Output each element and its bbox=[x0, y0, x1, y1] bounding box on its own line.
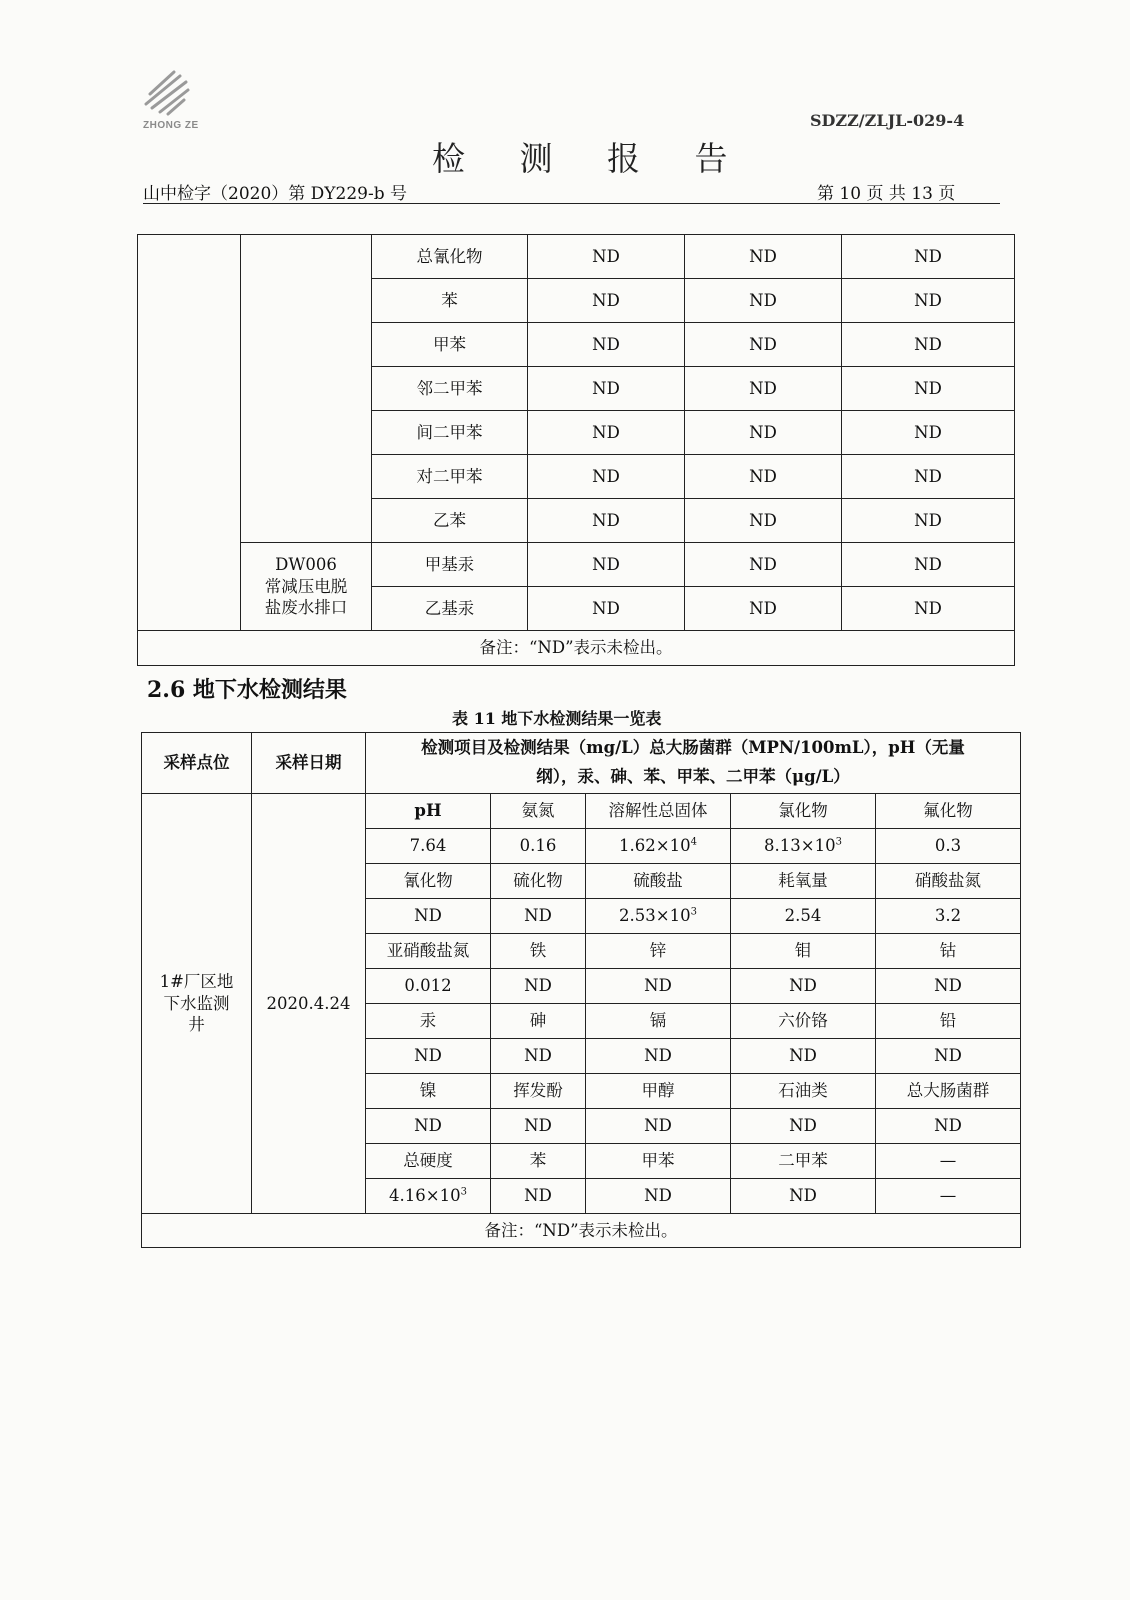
item-name-cell: pH bbox=[366, 794, 491, 829]
value-cell bbox=[876, 969, 1021, 1004]
value-exponent: 3 bbox=[460, 1186, 467, 1198]
value-cell: ND bbox=[685, 279, 842, 323]
value-cell: ND bbox=[685, 411, 842, 455]
value-text: ND bbox=[524, 1046, 552, 1066]
value-cell: ND bbox=[685, 587, 842, 631]
item-name-cell: 耗氧量 bbox=[731, 864, 876, 899]
value-cell bbox=[731, 1039, 876, 1074]
value-cell: ND bbox=[685, 235, 842, 279]
value-cell bbox=[586, 1109, 731, 1144]
value-text: — bbox=[939, 1186, 957, 1206]
header-results-line-1: 检测项目及检测结果（mg/L）总大肠菌群（MPN/100mL），pH（无量 bbox=[421, 738, 965, 758]
item-name-cell: 甲苯 bbox=[586, 1144, 731, 1179]
header-results bbox=[366, 733, 1021, 794]
value-cell bbox=[366, 1109, 491, 1144]
item-name-cell: 乙苯 bbox=[372, 499, 528, 543]
value-cell bbox=[366, 829, 491, 864]
value-text: 0.16 bbox=[519, 836, 557, 856]
sampling-date-cell: 2020.4.24 bbox=[252, 794, 366, 1214]
value-exponent: 3 bbox=[835, 836, 842, 848]
value-text: 4.16×10 bbox=[389, 1186, 461, 1206]
value-cell: ND bbox=[528, 499, 685, 543]
page-title: 检 测 报 告 bbox=[432, 139, 750, 178]
value-cell bbox=[586, 1179, 731, 1214]
item-name-cell: 苯 bbox=[372, 279, 528, 323]
item-name-cell: 氰化物 bbox=[366, 864, 491, 899]
value-cell: ND bbox=[842, 367, 1015, 411]
value-exponent: 3 bbox=[690, 906, 697, 918]
item-name-cell: 挥发酚 bbox=[491, 1074, 586, 1109]
value-cell: ND bbox=[528, 455, 685, 499]
value-text: ND bbox=[644, 1116, 672, 1136]
value-cell: ND bbox=[528, 367, 685, 411]
item-name-cell: 镍 bbox=[366, 1074, 491, 1109]
value-text: ND bbox=[789, 976, 817, 996]
item-name-cell: 六价铬 bbox=[731, 1004, 876, 1039]
value-cell: ND bbox=[685, 543, 842, 587]
value-cell: ND bbox=[685, 455, 842, 499]
value-cell: ND bbox=[842, 543, 1015, 587]
value-cell: ND bbox=[528, 323, 685, 367]
value-text: 7.64 bbox=[409, 836, 447, 856]
value-cell: ND bbox=[528, 279, 685, 323]
wastewater-results-table bbox=[137, 234, 1015, 666]
item-name-cell: 对二甲苯 bbox=[372, 455, 528, 499]
value-text: 3.2 bbox=[934, 906, 962, 926]
value-cell bbox=[586, 1039, 731, 1074]
item-name-cell: 间二甲苯 bbox=[372, 411, 528, 455]
sampling-point-line: DW006 bbox=[275, 555, 337, 575]
value-cell bbox=[366, 1039, 491, 1074]
value-text: ND bbox=[934, 976, 962, 996]
header-divider bbox=[143, 203, 1000, 204]
value-cell: ND bbox=[842, 499, 1015, 543]
item-name-cell: 硝酸盐氮 bbox=[876, 864, 1021, 899]
value-text: 8.13×10 bbox=[764, 836, 836, 856]
value-cell bbox=[491, 829, 586, 864]
note-cell: 备注：“ND”表示未检出。 bbox=[142, 1214, 1021, 1248]
sampling-point-line: 常减压电脱 bbox=[264, 576, 348, 596]
value-text: ND bbox=[414, 1116, 442, 1136]
item-name-cell: 苯 bbox=[491, 1144, 586, 1179]
page-number: 第 10 页 共 13 页 bbox=[817, 184, 956, 204]
value-cell: ND bbox=[842, 323, 1015, 367]
item-name-cell: 总大肠菌群 bbox=[876, 1074, 1021, 1109]
value-cell: ND bbox=[685, 367, 842, 411]
value-text: ND bbox=[644, 976, 672, 996]
value-text: ND bbox=[524, 906, 552, 926]
value-text: ND bbox=[934, 1046, 962, 1066]
value-cell bbox=[491, 1039, 586, 1074]
sampling-point-cell bbox=[241, 543, 372, 631]
value-cell: ND bbox=[842, 587, 1015, 631]
sampling-point-line: 盐废水排口 bbox=[264, 598, 348, 618]
value-text: 2.53×10 bbox=[619, 906, 691, 926]
item-name-cell: — bbox=[876, 1144, 1021, 1179]
value-exponent: 4 bbox=[690, 836, 697, 848]
value-cell bbox=[366, 1179, 491, 1214]
value-cell bbox=[731, 829, 876, 864]
section-title: 2.6 地下水检测结果 bbox=[147, 677, 347, 703]
value-text: ND bbox=[414, 906, 442, 926]
value-cell: ND bbox=[528, 543, 685, 587]
item-name-cell: 氨氮 bbox=[491, 794, 586, 829]
value-text: 0.3 bbox=[934, 836, 962, 856]
item-name-cell: 锌 bbox=[586, 934, 731, 969]
note-cell: 备注：“ND”表示未检出。 bbox=[138, 631, 1015, 666]
value-cell: ND bbox=[685, 499, 842, 543]
value-cell bbox=[491, 1179, 586, 1214]
item-name-cell: 钼 bbox=[731, 934, 876, 969]
sampling-point-cell bbox=[142, 794, 252, 1214]
item-name-cell: 溶解性总固体 bbox=[586, 794, 731, 829]
value-cell bbox=[731, 1109, 876, 1144]
value-text: 0.012 bbox=[404, 976, 452, 996]
value-cell bbox=[731, 899, 876, 934]
value-cell: ND bbox=[842, 411, 1015, 455]
value-cell bbox=[491, 899, 586, 934]
value-text: ND bbox=[789, 1186, 817, 1206]
value-cell bbox=[731, 1179, 876, 1214]
item-name-cell: 硫化物 bbox=[491, 864, 586, 899]
item-name-cell: 甲苯 bbox=[372, 323, 528, 367]
item-name-cell: 亚硝酸盐氮 bbox=[366, 934, 491, 969]
item-name-cell: 铅 bbox=[876, 1004, 1021, 1039]
value-text: ND bbox=[524, 976, 552, 996]
sampling-point-line: 井 bbox=[188, 1015, 205, 1035]
value-cell bbox=[366, 969, 491, 1004]
item-name-cell: 乙基汞 bbox=[372, 587, 528, 631]
empty-cell bbox=[138, 235, 241, 631]
value-text: ND bbox=[789, 1046, 817, 1066]
item-name-cell: 总氰化物 bbox=[372, 235, 528, 279]
item-name-cell: 氯化物 bbox=[731, 794, 876, 829]
value-cell bbox=[491, 1109, 586, 1144]
value-text: ND bbox=[644, 1046, 672, 1066]
value-cell bbox=[876, 1039, 1021, 1074]
table-row bbox=[138, 543, 1015, 587]
item-name-cell: 氟化物 bbox=[876, 794, 1021, 829]
item-name-cell: 汞 bbox=[366, 1004, 491, 1039]
item-name-cell: 邻二甲苯 bbox=[372, 367, 528, 411]
value-cell bbox=[876, 899, 1021, 934]
value-cell bbox=[876, 1179, 1021, 1214]
sampling-point-line: 下水监测 bbox=[163, 993, 230, 1013]
item-name-cell: 钴 bbox=[876, 934, 1021, 969]
value-text: ND bbox=[524, 1116, 552, 1136]
value-cell: ND bbox=[528, 587, 685, 631]
item-name-cell: 总硬度 bbox=[366, 1144, 491, 1179]
value-text: ND bbox=[789, 1116, 817, 1136]
value-cell: ND bbox=[528, 235, 685, 279]
empty-cell bbox=[241, 235, 372, 543]
item-name-cell: 石油类 bbox=[731, 1074, 876, 1109]
value-cell bbox=[366, 899, 491, 934]
groundwater-results-table bbox=[141, 732, 1021, 1248]
value-cell bbox=[731, 969, 876, 1004]
header-results-line-2: 纲），汞、砷、苯、甲苯、二甲苯（μg/L） bbox=[536, 767, 850, 786]
table-caption: 表 11 地下水检测结果一览表 bbox=[452, 709, 662, 728]
value-cell bbox=[586, 829, 731, 864]
header-sampling-point: 采样点位 bbox=[142, 733, 252, 794]
document-code: SDZZ/ZLJL-029-4 bbox=[810, 111, 965, 130]
logo-text: ZHONG ZE bbox=[143, 120, 199, 131]
note-row bbox=[138, 631, 1015, 666]
value-cell: ND bbox=[528, 411, 685, 455]
item-name-cell: 甲醇 bbox=[586, 1074, 731, 1109]
value-cell bbox=[586, 969, 731, 1004]
value-cell bbox=[491, 969, 586, 1004]
item-name-cell: 砷 bbox=[491, 1004, 586, 1039]
value-text: ND bbox=[524, 1186, 552, 1206]
value-text: 2.54 bbox=[784, 906, 822, 926]
header-sampling-date: 采样日期 bbox=[252, 733, 366, 794]
item-name-cell: 镉 bbox=[586, 1004, 731, 1039]
item-name-row bbox=[142, 794, 1021, 829]
value-cell: ND bbox=[842, 235, 1015, 279]
item-name-cell: 铁 bbox=[491, 934, 586, 969]
value-text: 1.62×10 bbox=[619, 836, 691, 856]
item-name-cell: 甲基汞 bbox=[372, 543, 528, 587]
item-name-cell: 二甲苯 bbox=[731, 1144, 876, 1179]
table-row bbox=[138, 235, 1015, 279]
report-number: 山中检字（2020）第 DY229-b 号 bbox=[143, 184, 407, 204]
value-cell: ND bbox=[842, 279, 1015, 323]
value-cell bbox=[876, 1109, 1021, 1144]
note-row bbox=[142, 1214, 1021, 1248]
value-cell bbox=[586, 899, 731, 934]
value-text: ND bbox=[414, 1046, 442, 1066]
value-text: ND bbox=[644, 1186, 672, 1206]
value-text: ND bbox=[934, 1116, 962, 1136]
item-name-cell: 硫酸盐 bbox=[586, 864, 731, 899]
value-cell: ND bbox=[685, 323, 842, 367]
value-cell: ND bbox=[842, 455, 1015, 499]
value-cell bbox=[876, 829, 1021, 864]
sampling-point-line: 1#厂区地 bbox=[159, 972, 234, 992]
